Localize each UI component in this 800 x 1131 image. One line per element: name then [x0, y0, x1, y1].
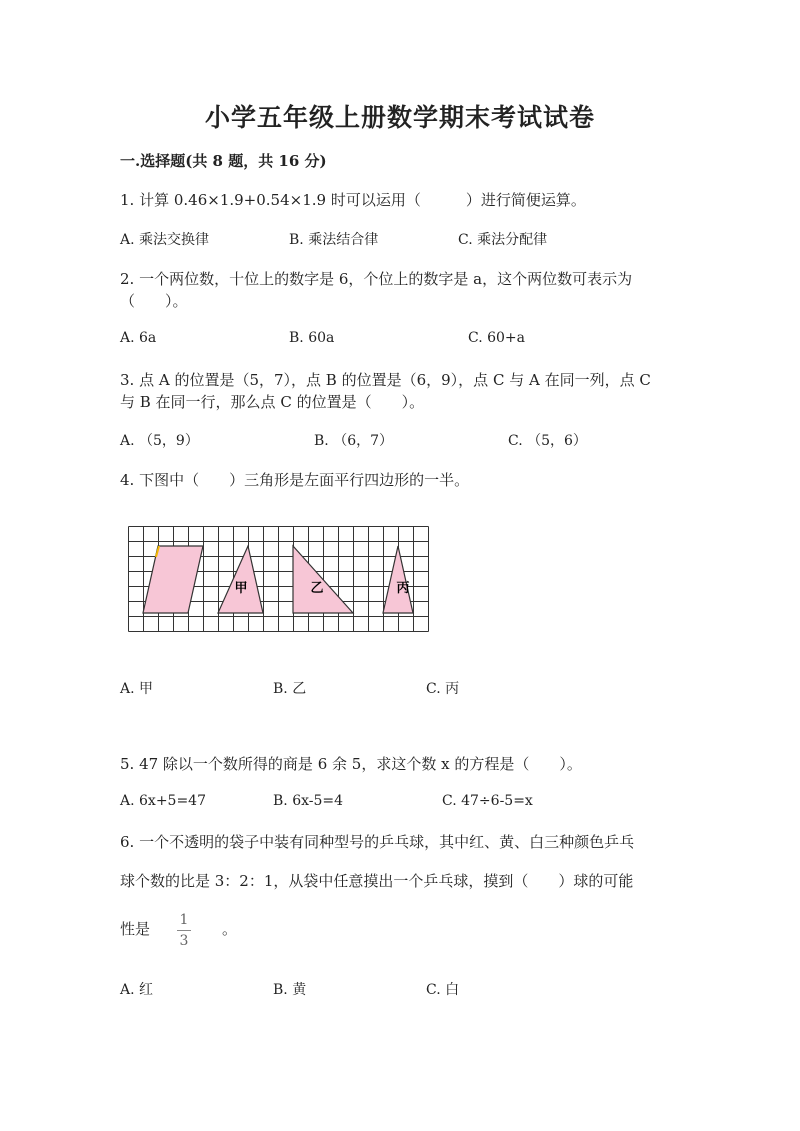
question-4-option-b[interactable]: B. 乙	[273, 681, 307, 697]
question-4-stem: 4. 下图中（ ）三角形是左面平行四边形的一半。	[120, 471, 470, 489]
question-6-option-c[interactable]: C. 白	[426, 982, 460, 998]
question-6-option-a[interactable]: A. 红	[120, 982, 154, 998]
question-1-option-a[interactable]: A. 乘法交换律	[120, 232, 210, 248]
question-4-option-a[interactable]: A. 甲	[120, 681, 154, 697]
question-1-option-c[interactable]: C. 乘法分配律	[458, 232, 548, 248]
question-1-stem: 1. 计算 0.46×1.9+0.54×1.9 时可以运用（ ）进行简便运算。	[120, 191, 586, 209]
question-5-option-a[interactable]: A. 6x+5=47	[120, 793, 206, 809]
question-6-stem-line1: 6. 一个不透明的袋子中装有同种型号的乒乓球，其中红、黄、白三种颜色乒乓	[120, 833, 635, 851]
question-1-option-b[interactable]: B. 乘法结合律	[289, 232, 379, 248]
question-2-stem-line1: 2. 一个两位数，十位上的数字是 6，个位上的数字是 a，这个两位数可表示为	[120, 270, 633, 288]
label-bing: 丙	[396, 581, 410, 596]
question-3-option-b[interactable]: B. （6，7）	[314, 433, 394, 449]
question-3-option-c[interactable]: C. （5，6）	[508, 433, 587, 449]
fraction-denominator: 3	[179, 933, 189, 949]
question-5-stem: 5. 47 除以一个数所得的商是 6 余 5，求这个数 x 的方程是（ ）。	[120, 755, 582, 773]
grid-figure	[128, 526, 434, 636]
question-2-stem-line2: （ ）。	[120, 292, 188, 310]
fraction-bar	[177, 930, 191, 931]
question-6-stem-line2: 球个数的比是 3：2：1，从袋中任意摸出一个乒乓球，摸到（ ）球的可能	[120, 872, 634, 890]
fraction	[176, 913, 192, 948]
label-jia: 甲	[234, 581, 248, 596]
question-6-stem-line3-suffix: 。	[222, 920, 238, 938]
section-heading: 一.选择题(共 8 题，共 16 分)	[120, 152, 327, 170]
question-5-option-c[interactable]: C. 47÷6-5=x	[442, 793, 533, 809]
question-2-option-b[interactable]: B. 60a	[289, 330, 335, 346]
question-6-stem-line3-prefix: 性是	[120, 920, 151, 938]
question-3-stem-line2: 与 B 在同一行，那么点 C 的位置是（ ）。	[120, 393, 425, 411]
question-6-option-b[interactable]: B. 黄	[273, 982, 307, 998]
question-2-option-c[interactable]: C. 60+a	[468, 330, 526, 346]
page-title: 小学五年级上册数学期末考试试卷	[204, 103, 595, 132]
question-2-option-a[interactable]: A. 6a	[120, 330, 157, 346]
question-5-option-b[interactable]: B. 6x-5=4	[273, 793, 344, 809]
question-4-option-c[interactable]: C. 丙	[426, 681, 460, 697]
label-yi: 乙	[310, 581, 324, 596]
fraction-numerator: 1	[179, 912, 189, 928]
question-3-stem-line1: 3. 点 A 的位置是（5，7），点 B 的位置是（6，9），点 C 与 A 在同一列，点 C	[120, 371, 651, 389]
grid-figure-svg	[128, 526, 434, 632]
question-3-option-a[interactable]: A. （5，9）	[120, 433, 199, 449]
